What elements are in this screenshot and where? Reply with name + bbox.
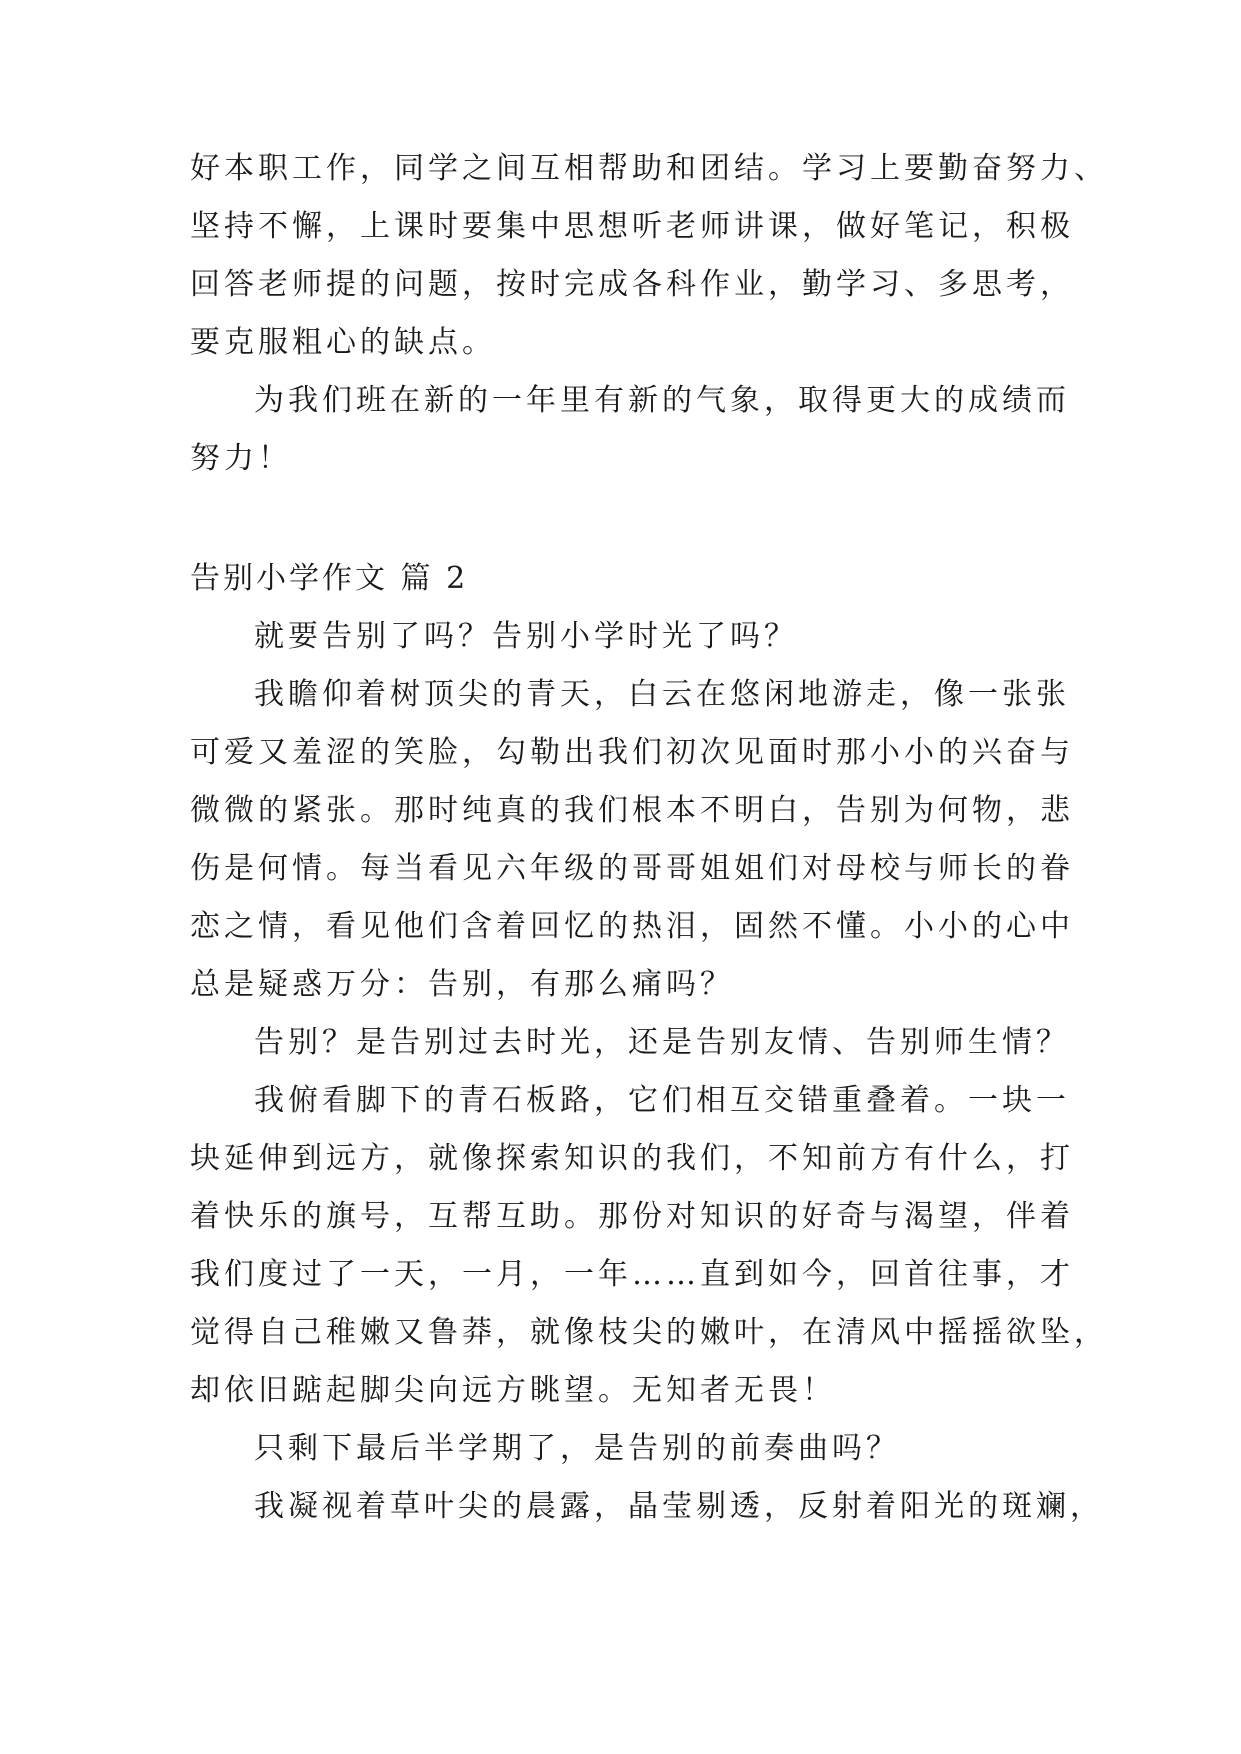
paragraph-line: 觉得自己稚嫩又鲁莽，就像枝尖的嫩叶，在清风中摇摇欲坠， bbox=[190, 1315, 1108, 1350]
paragraph-line: 回答老师提的问题，按时完成各科作业，勤学习、多思考， bbox=[190, 267, 1074, 302]
paragraph-line: 可爱又羞涩的笑脸，勾勒出我们初次见面时那小小的兴奋与 bbox=[190, 735, 1074, 770]
paragraph-line: 我们度过了一天，一月，一年……直到如今，回首往事，才 bbox=[190, 1257, 1074, 1292]
essay-paragraph bbox=[190, 608, 1070, 666]
paragraph-line: 微微的紧张。那时纯真的我们根本不明白，告别为何物，悲 bbox=[190, 793, 1074, 828]
closing-paragraph bbox=[190, 372, 1070, 488]
section-title: 告别小学作文 篇 2 bbox=[190, 561, 469, 596]
paragraph-line: 我凝视着草叶尖的晨露，晶莹剔透，反射着阳光的斑斓， bbox=[254, 1489, 1104, 1524]
intro-paragraph bbox=[190, 140, 1108, 372]
paragraph-line: 我俯看脚下的青石板路，它们相互交错重叠着。一块一 bbox=[254, 1083, 1070, 1118]
essay-paragraph bbox=[190, 1014, 1070, 1072]
section-spacer bbox=[190, 488, 1070, 550]
paragraph-line: 就要告别了吗？告别小学时光了吗？ bbox=[254, 619, 798, 654]
essay-paragraph bbox=[190, 1072, 1108, 1420]
paragraph-line: 告别？是告别过去时光，还是告别友情、告别师生情？ bbox=[254, 1025, 1070, 1060]
paragraph-line: 我瞻仰着树顶尖的青天，白云在悠闲地游走，像一张张 bbox=[254, 677, 1070, 712]
paragraph-line: 块延伸到远方，就像探索知识的我们，不知前方有什么，打 bbox=[190, 1141, 1074, 1176]
paragraph-line: 只剩下最后半学期了，是告别的前奏曲吗？ bbox=[254, 1431, 900, 1466]
paragraph-line: 着快乐的旗号，互帮互助。那份对知识的好奇与渴望，伴着 bbox=[190, 1199, 1074, 1234]
paragraph-line: 为我们班在新的一年里有新的气象，取得更大的成绩而 bbox=[254, 383, 1070, 418]
essay-paragraph bbox=[190, 1478, 1104, 1536]
paragraph-line: 要克服粗心的缺点。 bbox=[190, 325, 496, 360]
paragraph-line: 总是疑惑万分：告别，有那么痛吗？ bbox=[190, 967, 734, 1002]
essay-paragraph bbox=[190, 1420, 1070, 1478]
paragraph-line: 恋之情，看见他们含着回忆的热泪，固然不懂。小小的心中 bbox=[190, 909, 1074, 944]
section-heading bbox=[190, 550, 1070, 608]
paragraph-line: 伤是何情。每当看见六年级的哥哥姐姐们对母校与师长的眷 bbox=[190, 851, 1074, 886]
document-body bbox=[190, 140, 1108, 1536]
paragraph-line: 却依旧踮起脚尖向远方眺望。无知者无畏！ bbox=[190, 1373, 836, 1408]
paragraph-line: 坚持不懈，上课时要集中思想听老师讲课，做好笔记，积极 bbox=[190, 209, 1074, 244]
essay-paragraph bbox=[190, 666, 1074, 1014]
paragraph-line: 好本职工作，同学之间互相帮助和团结。学习上要勤奋努力、 bbox=[190, 151, 1108, 186]
paragraph-line: 努力！ bbox=[190, 441, 292, 476]
